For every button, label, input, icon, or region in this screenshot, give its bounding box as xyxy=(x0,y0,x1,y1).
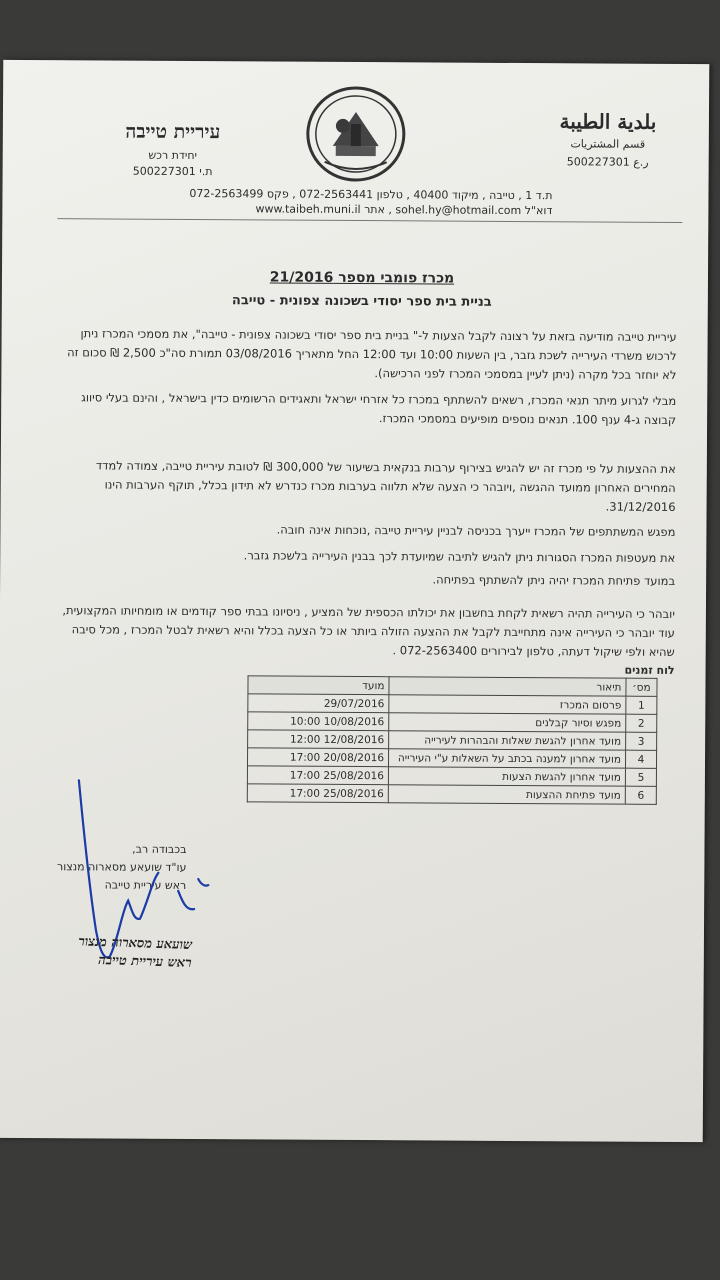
signature-stamp xyxy=(41,932,192,973)
municipality-seal-icon xyxy=(303,84,410,185)
column-header-number: מס׳ xyxy=(626,678,657,696)
document-page xyxy=(0,60,709,1142)
schedule-table xyxy=(247,675,658,805)
row-date: 12/08/2016 12:00 xyxy=(248,730,389,749)
row-description: מועד אחרון להגשת שאלות והבהרות לעירייה xyxy=(389,731,626,750)
tender-subtitle: בניית בית ספר יסודי בשכונה צפונית - טייבה xyxy=(231,293,492,310)
header-hebrew-id: ת.י 500227301 xyxy=(132,164,213,179)
row-number: 2 xyxy=(626,714,657,732)
row-number: 5 xyxy=(625,768,656,786)
stamp-name: שועאע מסארוה מנצור xyxy=(78,934,193,953)
row-date: 29/07/2016 xyxy=(248,694,389,713)
signatory-name: עו"ד שועאע מסארוה מנצור xyxy=(57,860,187,874)
paragraph-eligibility: מבלי לגרוע מיתר תנאי המכרז, רשאים להשתתף במכרז כל אזרחי ישראל ותאגידים הרשומים כדין בישראל , והינם בעלי סיווג קבוצה ג-4 ענף 100. תנאים נוספים מופיעים במסמכי המכרז. xyxy=(81,390,677,427)
row-description: מועד אחרון למענה בכתב על השאלות ע"י העירייה xyxy=(388,749,625,768)
paragraph-submission: את מעטפות המכרז הסגורות ניתן להגיש לתיבה שמיועדת לכך בבנין העירייה בלשכת גזבר. xyxy=(243,548,676,565)
header-arabic-title: بلدية الطيبة xyxy=(559,109,657,134)
schedule-title: לוח זמנים xyxy=(624,663,675,677)
header-divider xyxy=(57,218,682,223)
contact-line-1: ת.ד 1 , טייבה , מיקוד 40400 , טלפון 072-2563441 , פקס 072-2563499 xyxy=(189,186,553,203)
row-number: 4 xyxy=(625,750,656,768)
header-arabic-id: ر.ع 500227301 xyxy=(566,155,649,169)
paragraph-meeting: מפגש המשתתפים של המכרז ייערך בכניסה לבניין עיריית טייבה ,נוכחות אינה חובה. xyxy=(276,522,676,539)
paragraph-intro: עיריית טייבה מודיעה בזאת על רצונה לקבל הצעות ל-" בניית בית ספר יסודי בשכונה צפונית - טייבה", את מסמכי המכרז ניתן לרכוש משרדי העירייה לשכת גזבר, בין השעות 10:00 ועד 12:00 החל מתאריך 03/08/2016 תמורת סה"כ 2,500 ₪ סכום זה לא יוחזר בכל מקרה (ניתן לעיין במסמכי המכרז לפני הרכישה). xyxy=(67,326,677,382)
paragraph-terms: יובהר כי העירייה תהיה רשאית לקחת בחשבון את יכולתו הכספית של המציע , ניסיונו בבתי ספר קודמים או מומחיותו המקצועית, עוד יובהר כי העירייה אינה מתחייבת לקבל את ההצעה הזולה ביותר או כל הצעה בכלל והיא רשאית לבטל המכרז , מכל סיבה שהיא ולפי שיקול דעתה, טלפון לבירורים 072-2563400 . xyxy=(62,603,675,659)
row-number: 6 xyxy=(625,786,656,804)
row-date: 25/08/2016 17:00 xyxy=(247,784,388,803)
signatory-role: ראש עיריית טייבה xyxy=(104,878,187,892)
closing-line: בכבודה רב, xyxy=(132,842,187,856)
row-date: 10/08/2016 10:00 xyxy=(248,712,389,731)
column-header-description: תיאור xyxy=(389,677,626,696)
stamp-role: ראש עיריית טייבה xyxy=(98,952,192,971)
row-description: מועד פתיחת ההצעות xyxy=(388,785,625,804)
row-date: 25/08/2016 17:00 xyxy=(247,766,388,785)
row-description: מפגש וסיור קבלנים xyxy=(389,713,626,732)
row-number: 1 xyxy=(626,696,657,714)
row-date: 20/08/2016 17:00 xyxy=(247,748,388,767)
contact-line-2: דוא"ל sohel.hy@hotmail.com , אתר www.taibeh.muni.il xyxy=(255,202,553,218)
column-header-date: מועד xyxy=(248,676,389,695)
row-number: 3 xyxy=(626,732,657,750)
paragraph-opening: במועד פתיחת המכרז יהיה ניתן להשתתף בפתיחה. xyxy=(432,572,676,588)
header-hebrew-department: יחידת רכש xyxy=(148,148,198,163)
header-arabic-department: قسم المشتريات xyxy=(570,137,646,151)
paragraph-guarantee: את ההצעות על פי מכרז זה יש להגיש בצירוף ערבות בנקאית בשיעור של 300,000 ₪ לטובת עיריית טייבה, צמודה למדד המחירים האחרון ממועד ההגשה ,ויובהר כי הצעה שלא תלווה בערבות מכרז כנדרש לא תידון בכלל, תוקף הערבות הינו 31/12/2016. xyxy=(95,458,676,514)
tender-title: מכרז פומבי מספר 21/2016 xyxy=(269,269,455,287)
table-row xyxy=(247,784,656,804)
row-description: מועד אחרון להגשת הצעות xyxy=(388,767,625,786)
header-hebrew-title: עיריית טייבה xyxy=(125,120,221,144)
row-description: פרסום המכרז xyxy=(389,695,626,714)
